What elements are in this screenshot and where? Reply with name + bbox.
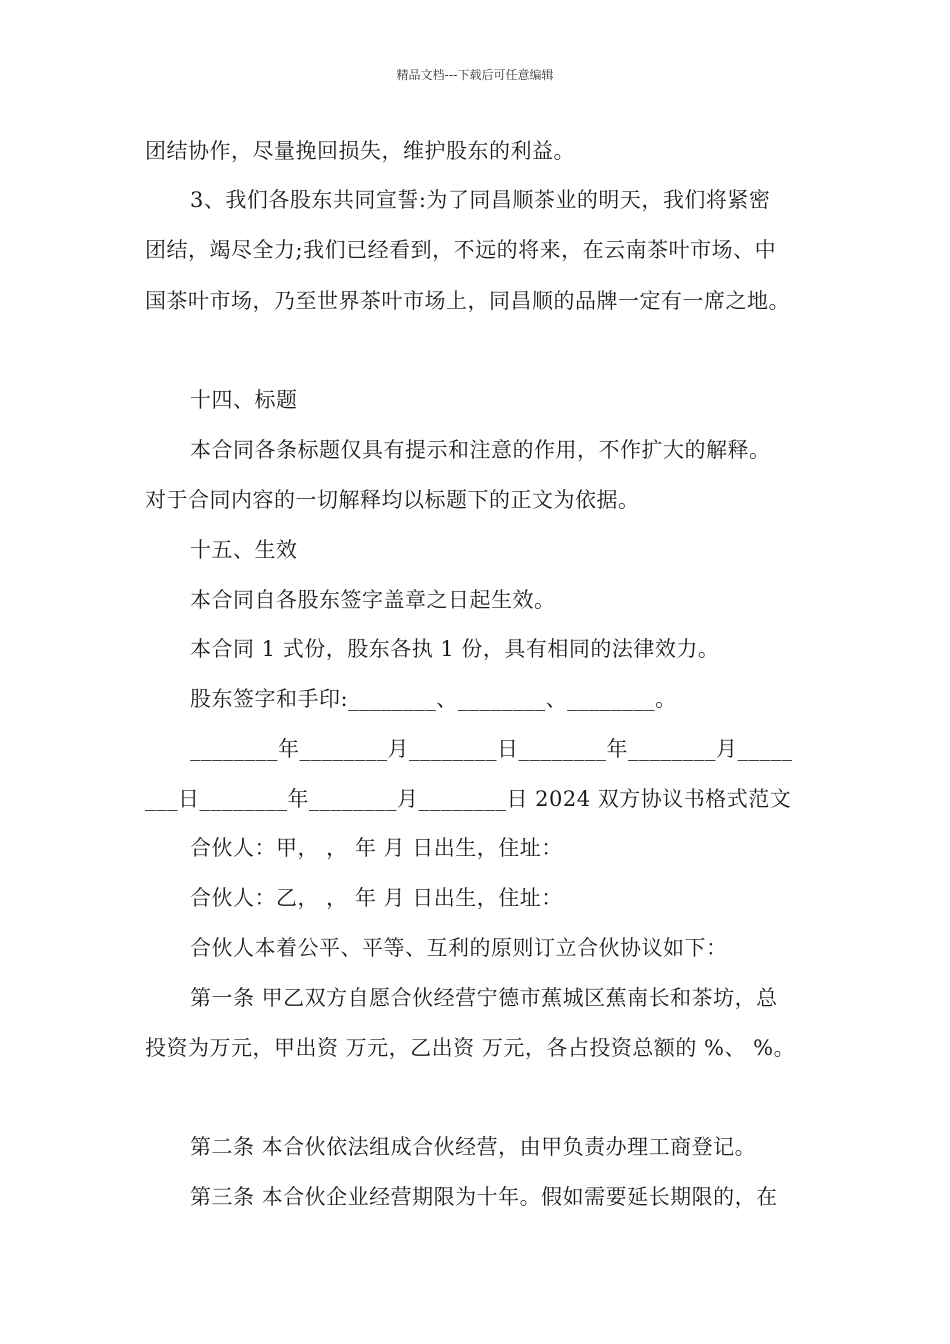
article-line: 第三条 本合伙企业经营期限为十年。假如需要延长期限的，在 xyxy=(190,1185,778,1209)
article-line: 第二条 本合伙依法组成合伙经营，由甲负责办理工商登记。 xyxy=(190,1135,757,1159)
section-heading: 十五、生效 xyxy=(190,538,298,562)
text-line: 本合同自各股东签字盖章之日起生效。 xyxy=(190,588,556,612)
text-line: 团结协作，尽量挽回损失，维护股东的利益。 xyxy=(145,139,575,163)
text-line: 合伙人本着公平、平等、互利的原则订立合伙协议如下： xyxy=(190,936,728,960)
text-line: 3、我们各股东共同宣誓:为了同昌顺茶业的明天，我们将紧密 xyxy=(190,188,771,212)
partner-line: 合伙人：乙， ， 年 月 日出生，住址： xyxy=(190,886,563,910)
date-line: ________年________月________日________年________月_____ xyxy=(190,737,793,761)
date-line: ___日________年________月________日 2024 双方协议书格式范文 xyxy=(145,787,792,811)
text-line: 对于合同内容的一切解释均以标题下的正文为依据。 xyxy=(145,488,640,512)
text-line: 本合同各条标题仅具有提示和注意的作用，不作扩大的解释。 xyxy=(190,438,771,462)
partner-line: 合伙人：甲， ， 年 月 日出生，住址： xyxy=(190,836,563,860)
text-line: 投资为万元，甲出资 万元，乙出资 万元，各占投资总额的 %、 %。 xyxy=(145,1036,796,1060)
text-line: 团结，竭尽全力;我们已经看到，不远的将来，在云南茶叶市场、中 xyxy=(145,238,777,262)
text-line: 本合同 1 式份，股东各执 1 份，具有相同的法律效力。 xyxy=(190,637,720,661)
article-line: 第一条 甲乙双方自愿合伙经营宁德市蕉城区蕉南长和茶坊，总 xyxy=(190,986,778,1010)
signature-line: 股东签字和手印:________、________、________。 xyxy=(190,687,677,711)
text-line: 国茶叶市场，乃至世界茶叶市场上，同昌顺的品牌一定有一席之地。 xyxy=(145,289,790,313)
section-heading: 十四、标题 xyxy=(190,388,298,412)
page-header: 精品文档---下载后可任意编辑 xyxy=(396,68,554,82)
